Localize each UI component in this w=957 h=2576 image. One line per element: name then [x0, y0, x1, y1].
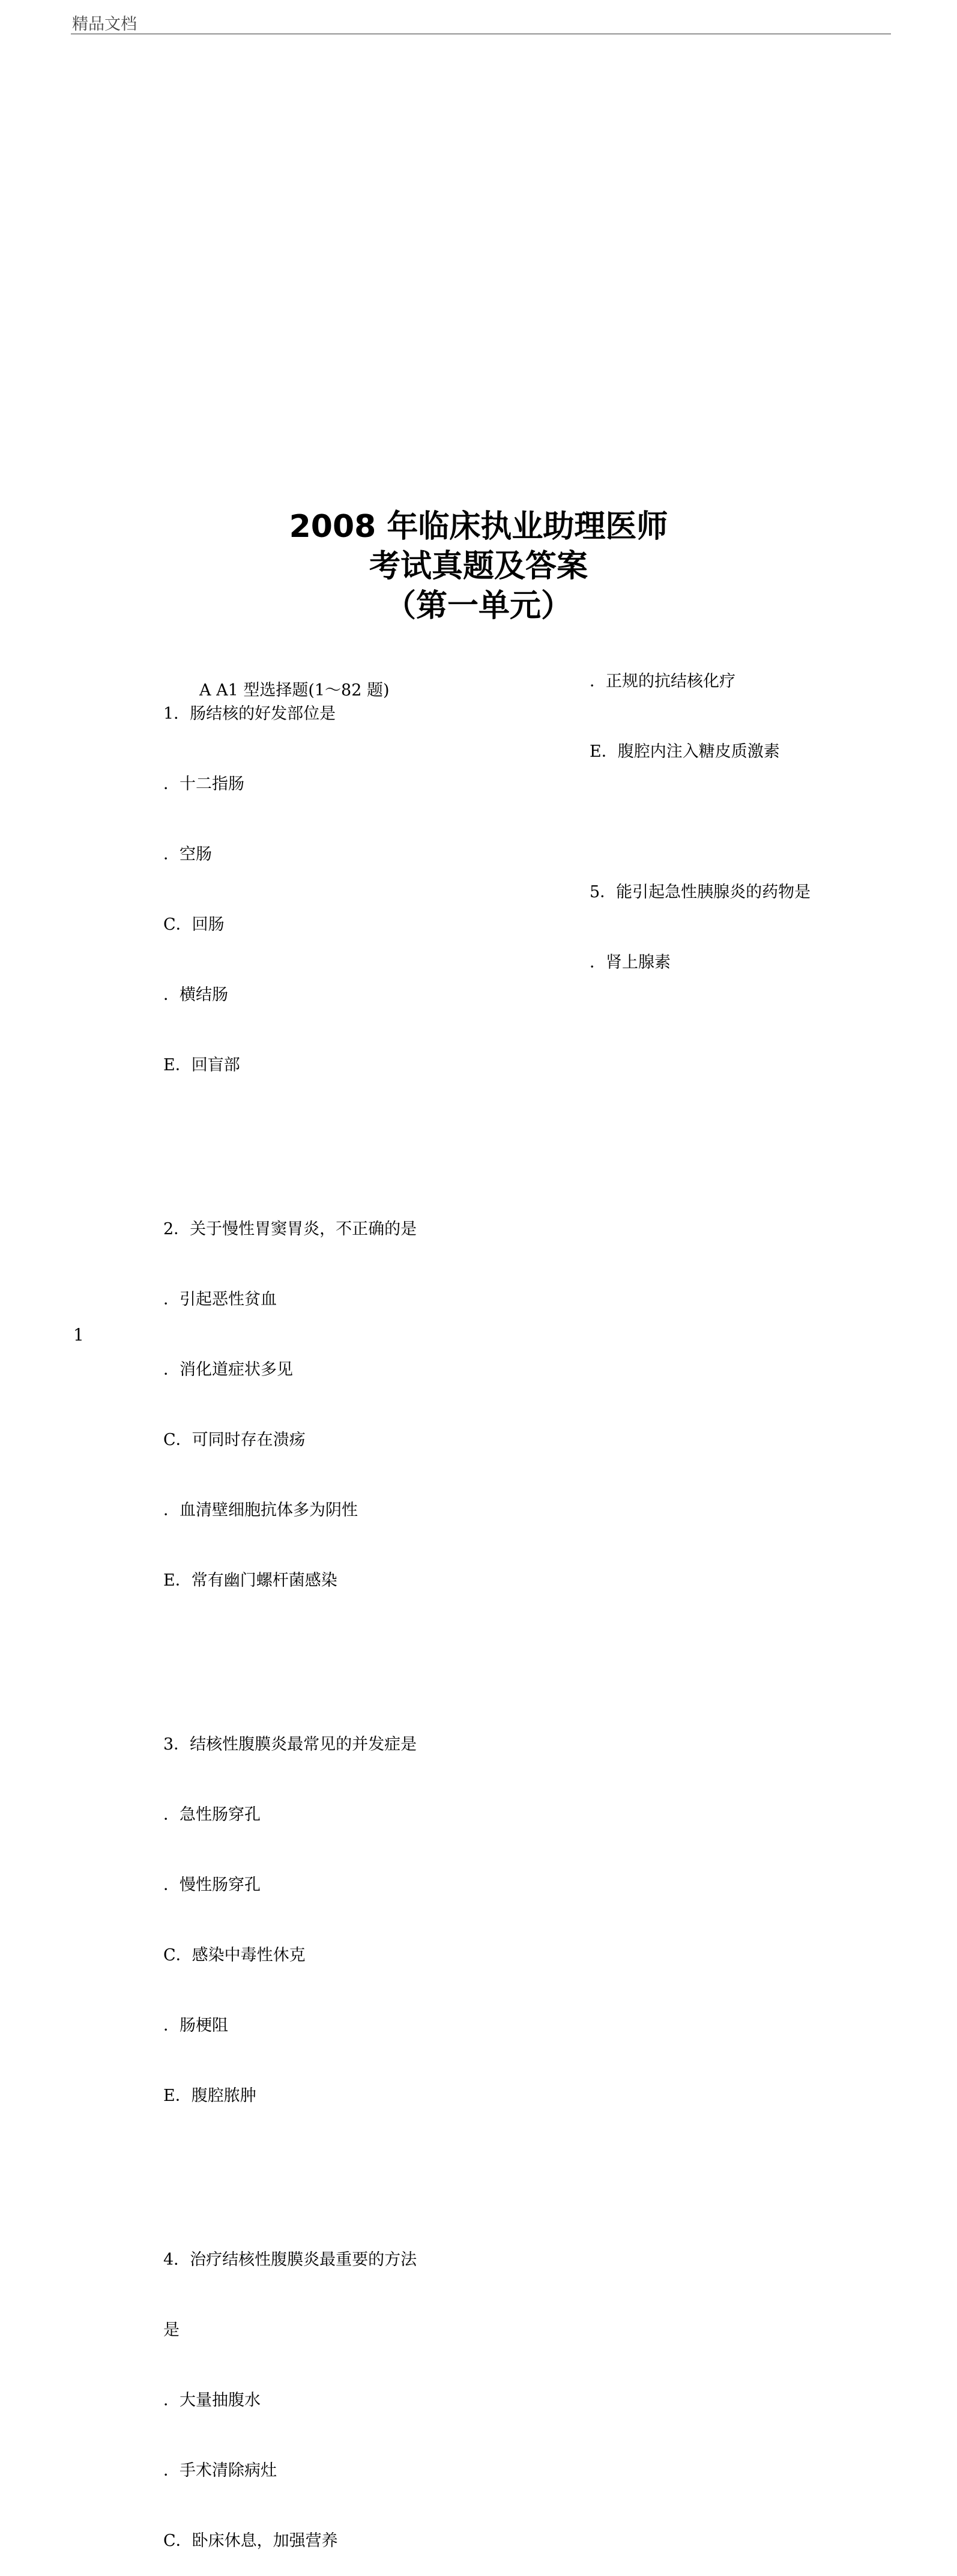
question-2-option: C．可同时存在溃疡	[163, 1431, 306, 1449]
question-4-option: E．腹腔内注入糖皮质激素	[590, 742, 780, 761]
spacer	[590, 810, 811, 834]
doc-title-line-2: 考试真题及答案	[369, 548, 588, 584]
question-3-option: C．感染中毒性休克	[163, 1946, 306, 1965]
question-4-option: ．正规的抗结核化疗	[590, 672, 735, 691]
question-4-stem-cont: 是	[163, 2321, 180, 2339]
running-header: 精品文档	[72, 15, 137, 34]
question-1-option: C．回肠	[163, 915, 225, 934]
question-3-stem: 3．结核性腹膜炎最常见的并发症是	[163, 1735, 417, 1754]
question-4-stem: 4．治疗结核性腹膜炎最重要的方法	[163, 2250, 417, 2269]
question-5-option: ．肾上腺素	[590, 953, 671, 972]
question-2-stem: 2．关于慢性胃窦胃炎，不正确的是	[163, 1220, 417, 1238]
left-column	[163, 655, 417, 2576]
question-1-option: ．空肠	[163, 845, 212, 864]
question-2-option: ．血清壁细胞抗体多为阴性	[163, 1501, 358, 1520]
doc-title-line-3: （第一单元）	[384, 588, 572, 624]
question-4-option: C．卧床休息，加强营养	[163, 2532, 338, 2550]
doc-title-line-1: 2008 年临床执业助理医师	[289, 509, 668, 545]
page-number: 1	[73, 1325, 84, 1345]
spacer	[163, 1124, 417, 1147]
question-5-stem: 5．能引起急性胰腺炎的药物是	[590, 883, 811, 902]
question-3-option: ．慢性肠穿孔	[163, 1876, 261, 1894]
right-column	[590, 623, 811, 998]
question-1-stem: 1．肠结核的好发部位是	[163, 705, 336, 723]
question-2-option: ．引起恶性贫血	[163, 1290, 277, 1309]
question-2-option: ．消化道症状多见	[163, 1360, 293, 1379]
spacer	[163, 2154, 417, 2178]
question-4-option: ．大量抽腹水	[163, 2391, 261, 2410]
question-3-option: ．肠梗阻	[163, 2016, 228, 2035]
question-3-option: E．腹腔脓肿	[163, 2087, 256, 2105]
question-3-option: ．急性肠穿孔	[163, 1805, 261, 1824]
question-1-option: ．十二指肠	[163, 775, 244, 793]
spacer	[163, 1639, 417, 1662]
question-2-option: E．常有幽门螺杆菌感染	[163, 1571, 337, 1590]
question-1-option: ．横结肠	[163, 986, 228, 1004]
section-heading: A A1 型选择题(1～82 题)	[199, 681, 390, 700]
question-4-option: ．手术清除病灶	[163, 2461, 277, 2480]
question-1-option: E．回盲部	[163, 1056, 240, 1074]
